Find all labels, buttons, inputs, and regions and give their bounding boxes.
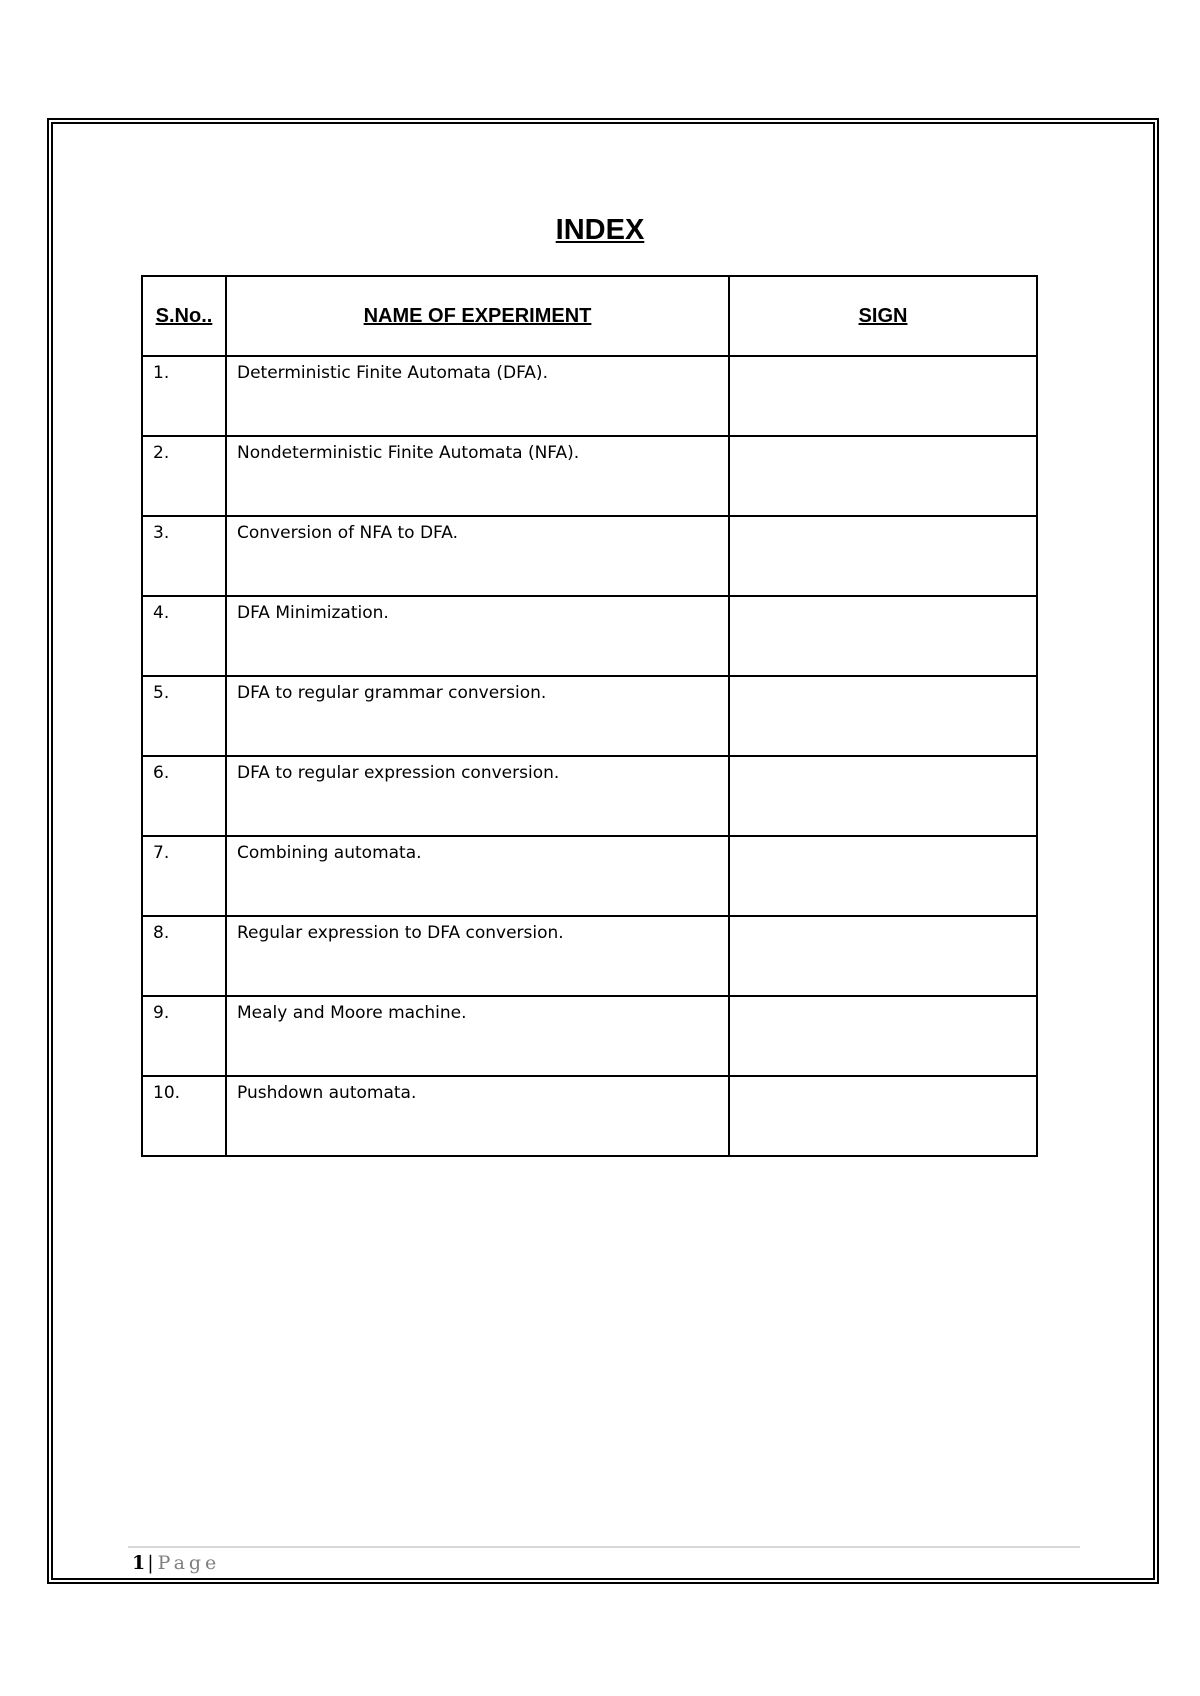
- table-row: [142, 596, 1037, 676]
- table-header-row: [142, 276, 1037, 356]
- cell-sign: [729, 516, 1037, 596]
- index-table: [141, 275, 1038, 1157]
- cell-sign: [729, 996, 1037, 1076]
- page-number: 1: [132, 1552, 146, 1574]
- table-row: [142, 516, 1037, 596]
- cell-sign: [729, 676, 1037, 756]
- cell-sign: [729, 836, 1037, 916]
- table-row: [142, 1076, 1037, 1156]
- header-sno: S.No..: [142, 276, 226, 356]
- footer-separator: |: [147, 1552, 154, 1574]
- cell-sno: 8.: [142, 916, 226, 996]
- footer-divider: [128, 1546, 1080, 1548]
- header-sign: SIGN: [729, 276, 1037, 356]
- cell-experiment-name: Mealy and Moore machine.: [226, 996, 729, 1076]
- cell-experiment-name: DFA to regular grammar conversion.: [226, 676, 729, 756]
- cell-sign: [729, 356, 1037, 436]
- page-title: INDEX: [555, 214, 645, 246]
- cell-sign: [729, 756, 1037, 836]
- cell-sno: 4.: [142, 596, 226, 676]
- table-row: [142, 436, 1037, 516]
- cell-sign: [729, 436, 1037, 516]
- table-row: [142, 756, 1037, 836]
- cell-sno: 1.: [142, 356, 226, 436]
- cell-experiment-name: Nondeterministic Finite Automata (NFA).: [226, 436, 729, 516]
- page-footer: [132, 1552, 220, 1574]
- cell-sno: 3.: [142, 516, 226, 596]
- table-row: [142, 996, 1037, 1076]
- cell-sno: 2.: [142, 436, 226, 516]
- cell-experiment-name: DFA Minimization.: [226, 596, 729, 676]
- cell-experiment-name: Conversion of NFA to DFA.: [226, 516, 729, 596]
- table-row: [142, 356, 1037, 436]
- cell-sno: 7.: [142, 836, 226, 916]
- cell-sno: 5.: [142, 676, 226, 756]
- table-row: [142, 676, 1037, 756]
- cell-experiment-name: Combining automata.: [226, 836, 729, 916]
- cell-experiment-name: DFA to regular expression conversion.: [226, 756, 729, 836]
- cell-sign: [729, 916, 1037, 996]
- table-row: [142, 836, 1037, 916]
- header-name-of-experiment: NAME OF EXPERIMENT: [226, 276, 729, 356]
- cell-sno: 6.: [142, 756, 226, 836]
- cell-sno: 9.: [142, 996, 226, 1076]
- cell-sign: [729, 596, 1037, 676]
- cell-experiment-name: Deterministic Finite Automata (DFA).: [226, 356, 729, 436]
- page-label: Page: [157, 1552, 221, 1574]
- table-row: [142, 916, 1037, 996]
- cell-experiment-name: Regular expression to DFA conversion.: [226, 916, 729, 996]
- cell-sign: [729, 1076, 1037, 1156]
- cell-experiment-name: Pushdown automata.: [226, 1076, 729, 1156]
- cell-sno: 10.: [142, 1076, 226, 1156]
